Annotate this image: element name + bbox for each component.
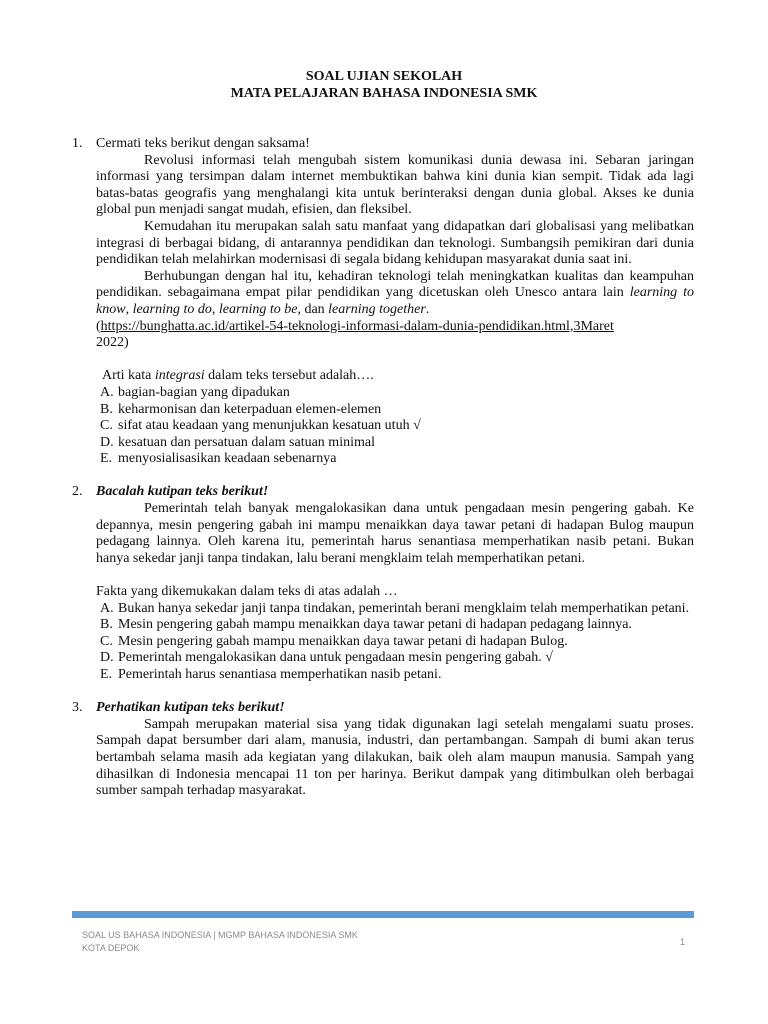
- passage-paragraph: Sampah merupakan material sisa yang tidak digunakan lagi setelah mengalami suatu proses. Sampah dapat bersumber dari alam, manusia, industri, dan pertambangan. Sampah di bumi akan terus bertambah selama masih ada kegiatan yang dilakukan, baik oleh alam maupun manusia. Sampah yang dihasilkan di Indonesia mencapai 11 ton per harinya. Berikut dampak yang ditimbulkan oleh berbagai sumber sampah terhadap masyarakat.: [96, 716, 694, 799]
- passage-source: (https://bunghatta.ac.id/artikel-54-teknologi-informasi-dalam-dunia-pendidikan.html,3Maret 2022): [96, 318, 614, 351]
- passage-paragraph: Berhubungan dengan hal itu, kehadiran teknologi telah meningkatkan kualitas dan keampuhan pendidikan. sebagaimana empat pilar pendidikan yang dicetuskan oleh Unesco antara lain learning to know, learning to do, learning to be, dan learning together.: [96, 268, 694, 317]
- answer-options: [96, 601, 694, 684]
- question-prompt: Fakta yang dikemukakan dalam teks di atas adalah …: [96, 584, 398, 600]
- subject-title: MATA PELAJARAN BAHASA INDONESIA SMK: [230, 86, 538, 101]
- exam-title: SOAL UJIAN SEKOLAH: [305, 69, 463, 84]
- question-prompt: Arti kata integrasi dalam teks tersebut adalah….: [102, 368, 374, 384]
- question-instruction: Bacalah kutipan teks berikut!: [96, 484, 269, 500]
- question-instruction: Cermati teks berikut dengan saksama!: [96, 136, 310, 151]
- exam-content: [72, 136, 694, 800]
- answer-option-b[interactable]: B. keharmonisan dan keterpaduan elemen-elemen: [100, 401, 382, 417]
- answer-option-c[interactable]: C. Mesin pengering gabah mampu menaikkan daya tawar petani di hadapan Bulog.: [100, 633, 568, 649]
- footer-rule: [72, 911, 694, 918]
- footer-line: KOTA DEPOK: [82, 943, 140, 953]
- question-number: 1.: [72, 136, 83, 151]
- source-link[interactable]: https://bunghatta.ac.id/artikel-54-teknologi-informasi-dalam-dunia-pendidikan.html,3Maret: [100, 318, 614, 334]
- question-instruction: Perhatikan kutipan teks berikut!: [96, 700, 285, 716]
- question-2: [72, 484, 694, 683]
- footer-text: [82, 929, 402, 955]
- question-number: 3.: [72, 700, 83, 716]
- question-3: [72, 700, 694, 800]
- answer-option-d[interactable]: D. kesatuan dan persatuan dalam satuan minimal: [100, 434, 375, 450]
- footer-line: SOAL US BAHASA INDONESIA | MGMP BAHASA INDONESIA SMK: [82, 930, 358, 940]
- answer-option-a[interactable]: A. Bukan hanya sekedar janji tanpa tindakan, pemerintah berani mengklaim telah memperhatikan petani.: [100, 600, 690, 616]
- answer-option-b[interactable]: B. Mesin pengering gabah mampu menaikkan daya tawar petani di hadapan pedagang lainnya.: [100, 617, 632, 633]
- passage-paragraph: Revolusi informasi telah mengubah sistem komunikasi dunia dewasa ini. Sebaran jaringan informasi yang tersimpan dalam internet membuktikan bahwa kini dunia kian sempit. Tidak ada lagi batas-batas geografis yang menghalangi kita untuk berinteraksi dengan dunia global. Akses ke dunia global pun menjadi sangat mudah, efisien, dan fleksibel.: [96, 152, 694, 218]
- page-number: 1: [680, 937, 686, 947]
- answer-option-c[interactable]: C. sifat atau keadaan yang menunjukkan kesatuan utuh √: [100, 418, 421, 434]
- question-number: 2.: [72, 484, 83, 500]
- answer-option-d[interactable]: D. Pemerintah mengalokasikan dana untuk pengadaan mesin pengering gabah. √: [100, 650, 553, 666]
- answer-option-e[interactable]: E. Pemerintah harus senantiasa memperhatikan nasib petani.: [100, 667, 442, 682]
- passage-paragraph: Kemudahan itu merupakan salah satu manfaat yang didapatkan dari globalisasi yang melibatkan integrasi di berbagai bidang, di antarannya pendidikan dan teknologi. Sumbangsih pemikiran dari dunia pendidikan telah melahirkan modernisasi di segala bidang kehidupan masyarakat dunia saat ini.: [96, 218, 694, 268]
- answer-option-e[interactable]: E. menyosialisasikan keadaan sebenarnya: [100, 451, 337, 467]
- answer-option-a[interactable]: A. bagian-bagian yang dipadukan: [100, 384, 290, 400]
- question-1: [72, 136, 694, 468]
- passage-paragraph: Pemerintah telah banyak mengalokasikan dana untuk pengadaan mesin pengering gabah. Ke depannya, mesin pengering gabah ini mampu menaikkan daya tawar petani di hadapan Bulog maupun pedagang lainnya. Oleh karena itu, pemerintah harus senantiasa memperhatikan nasib petani. Bukan hanya sekedar janji tanpa tindakan, lalu berani mengklaim telah memperhatikan petani.: [96, 501, 694, 566]
- answer-options: [96, 385, 694, 468]
